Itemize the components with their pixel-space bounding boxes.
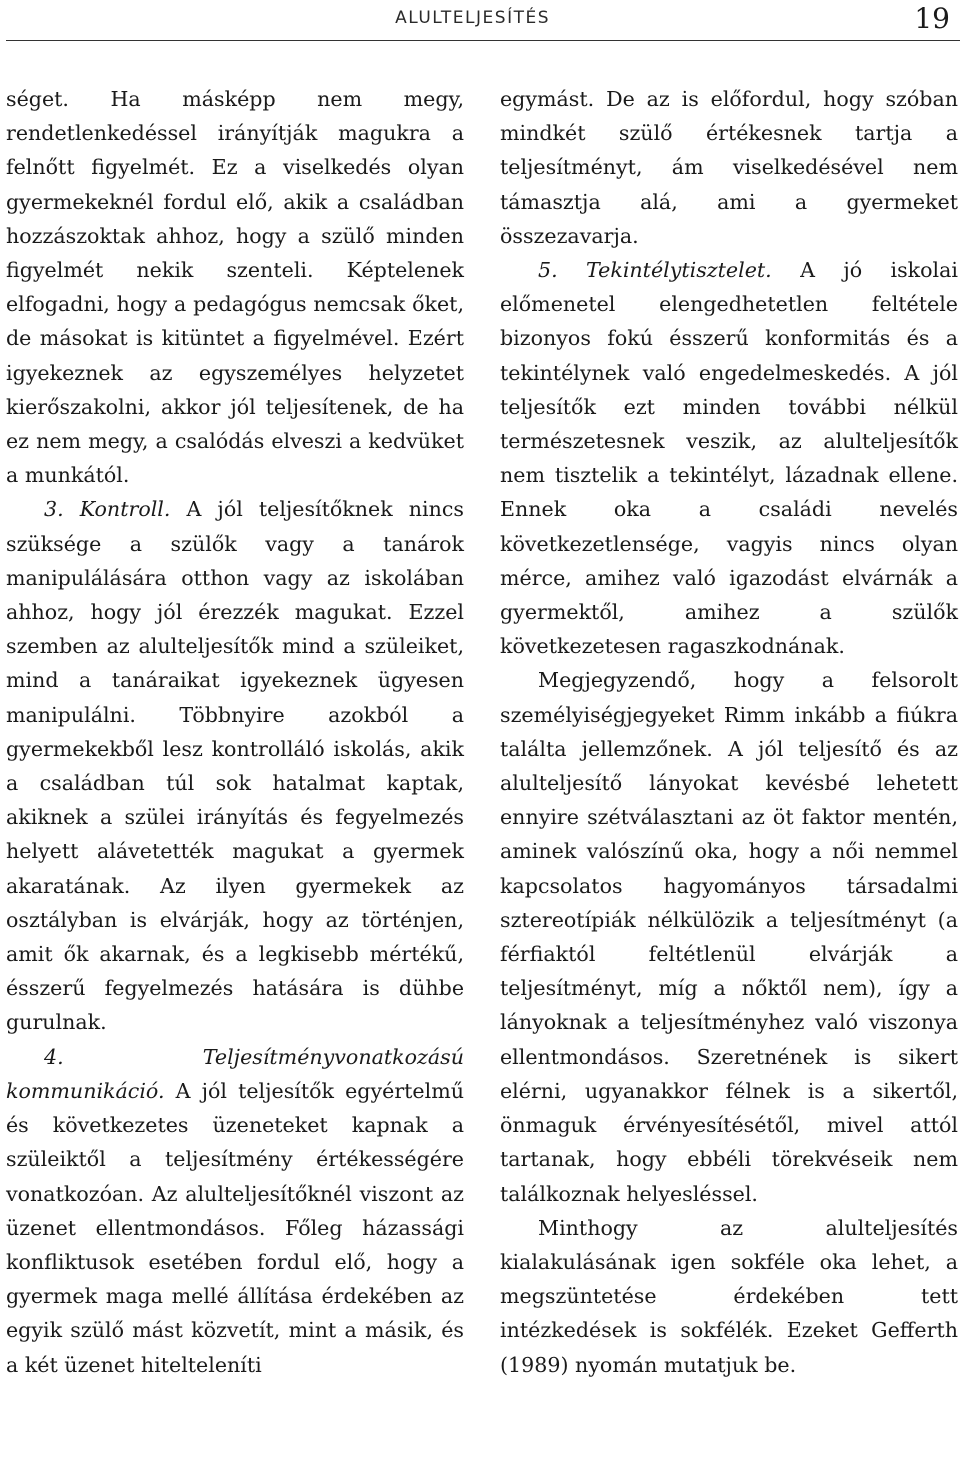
item-text: A jó iskolai előmenetel elengedhetetlen feltétele bizonyos fokú ésszerű konformitás és a tekintélynek való engedelmeskedés. A jól teljesítők ezt minden további nélkül természetesnek veszik, az alulteljesítők nem tisztelik a tekintélyt, lázadnak ellene. Ennek oka a családi nevelés következetlensége, vagyis nincs olyan mérce, amihez való igazodást elvárnák a gyermektől, amihez a szülők következetesen ragaszkodnának. bbox=[500, 258, 959, 659]
running-title: ALULTELJESÍTÉS bbox=[395, 8, 550, 28]
header-rule bbox=[6, 40, 960, 41]
item-text: A jól teljesítők egyértelmű és következetes üzeneteket kapnak a szüleiktől a teljesítmény értékességére vonatkozóan. Az alulteljesítőknél viszont az üzenet ellentmondásos. Főleg házassági konfliktusok esetében fordul elő, hogy a gyermek maga mellé állítása érdekében az egyik szülő mást közvetít, mint a másik, és a két üzenet hitelteleníti bbox=[6, 1078, 464, 1377]
paragraph-megjegyzendo: Megjegyzendő, hogy a felsorolt személyiségjegyeket Rimm inkább a fiúkra találta jellemzőnek. A jól teljesítő és az alulteljesítő lányokat kevésbé lehetett ennyire szétválasztani az öt faktor mentén, aminek valószínű oka, hogy a női nemmel kapcsolatos hagyományos társadalmi sztereotípiák nélkülözik a teljesítményt (a férfiaktól feltétlenül elvárják a teljesítményt, míg a nőktől nem), így a lányoknak a teljesítményhez való viszonya ellentmondásos. Szeretnének is sikert elérni, ugyanakkor félnek is a sikertől, önmaguk érvényesítésétől, mivel attól tartanak, hogy ebbéli törekvéseik nem találkoznak helyesléssel. bbox=[500, 668, 958, 1206]
item-heading: 4. Teljesítményvonatkozású kommunikáció. bbox=[6, 1044, 464, 1103]
list-item-kommunikacio bbox=[6, 1040, 464, 1382]
page-number: 19 bbox=[914, 2, 950, 35]
right-column bbox=[500, 82, 958, 1382]
item-heading: 3. Kontroll. bbox=[44, 497, 171, 522]
item-heading: 5. Tekintélytisztelet. bbox=[538, 258, 772, 283]
paragraph-continuation: séget. Ha másképp nem megy, rendetlenkedéssel irányítják magukra a felnőtt figyelmét. Ez a viselkedés olyan gyermekeknél fordul elő, akik a családban hozzászoktak ahhoz, hogy a szülő minden figyelmét nekik szenteli. Képtelenek elfogadni, hogy a pedagógus nemcsak őket, de másokat is kitüntet a figyelmével. Ezért igyekeznek az egyszemélyes helyzetet kierőszakolni, akkor jól teljesítenek, de ha ez nem megy, a csalódás elveszi a kedvüket a munkától. bbox=[6, 87, 464, 488]
page-header bbox=[0, 0, 960, 40]
list-item-kontroll bbox=[6, 492, 464, 1039]
left-column bbox=[6, 82, 464, 1382]
item-text: A jól teljesítőknek nincs szüksége a szülők vagy a tanárok manipulálására otthon vagy az iskolában ahhoz, hogy jól érezzék magukat. Ezzel szemben az alulteljesítők mind a szüleiket, mind a tanáraikat igyekeznek ügyesen manipulálni. Többnyire azokból a gyermekekből lesz kontrolláló iskolás, akik a családban túl sok hatalmat kaptak, akiknek a szülei irányítás és fegyelmezés helyett alávetették magukat a gyermek akaratának. Az ilyen gyermekek az osztályban is elvárják, hogy az történjen, amit ők akarnak, és a legkisebb mértékű, ésszerű fegyelmezés hatására is dühbe gurulnak. bbox=[6, 497, 464, 1035]
paragraph-continuation: egymást. De az is előfordul, hogy szóban mindkét szülő értékesnek tartja a teljesítményt, ám viselkedésével nem támasztja alá, ami a gyermeket összezavarja. bbox=[500, 87, 958, 248]
list-item-tekintelytisztelet bbox=[500, 253, 958, 663]
paragraph-minthogy: Minthogy az alulteljesítés kialakulásának igen sokféle oka lehet, a megszüntetése érdekében tett intézkedések is sokfélék. Ezeket Gefferth (1989) nyomán mutatjuk be. bbox=[500, 1215, 958, 1377]
